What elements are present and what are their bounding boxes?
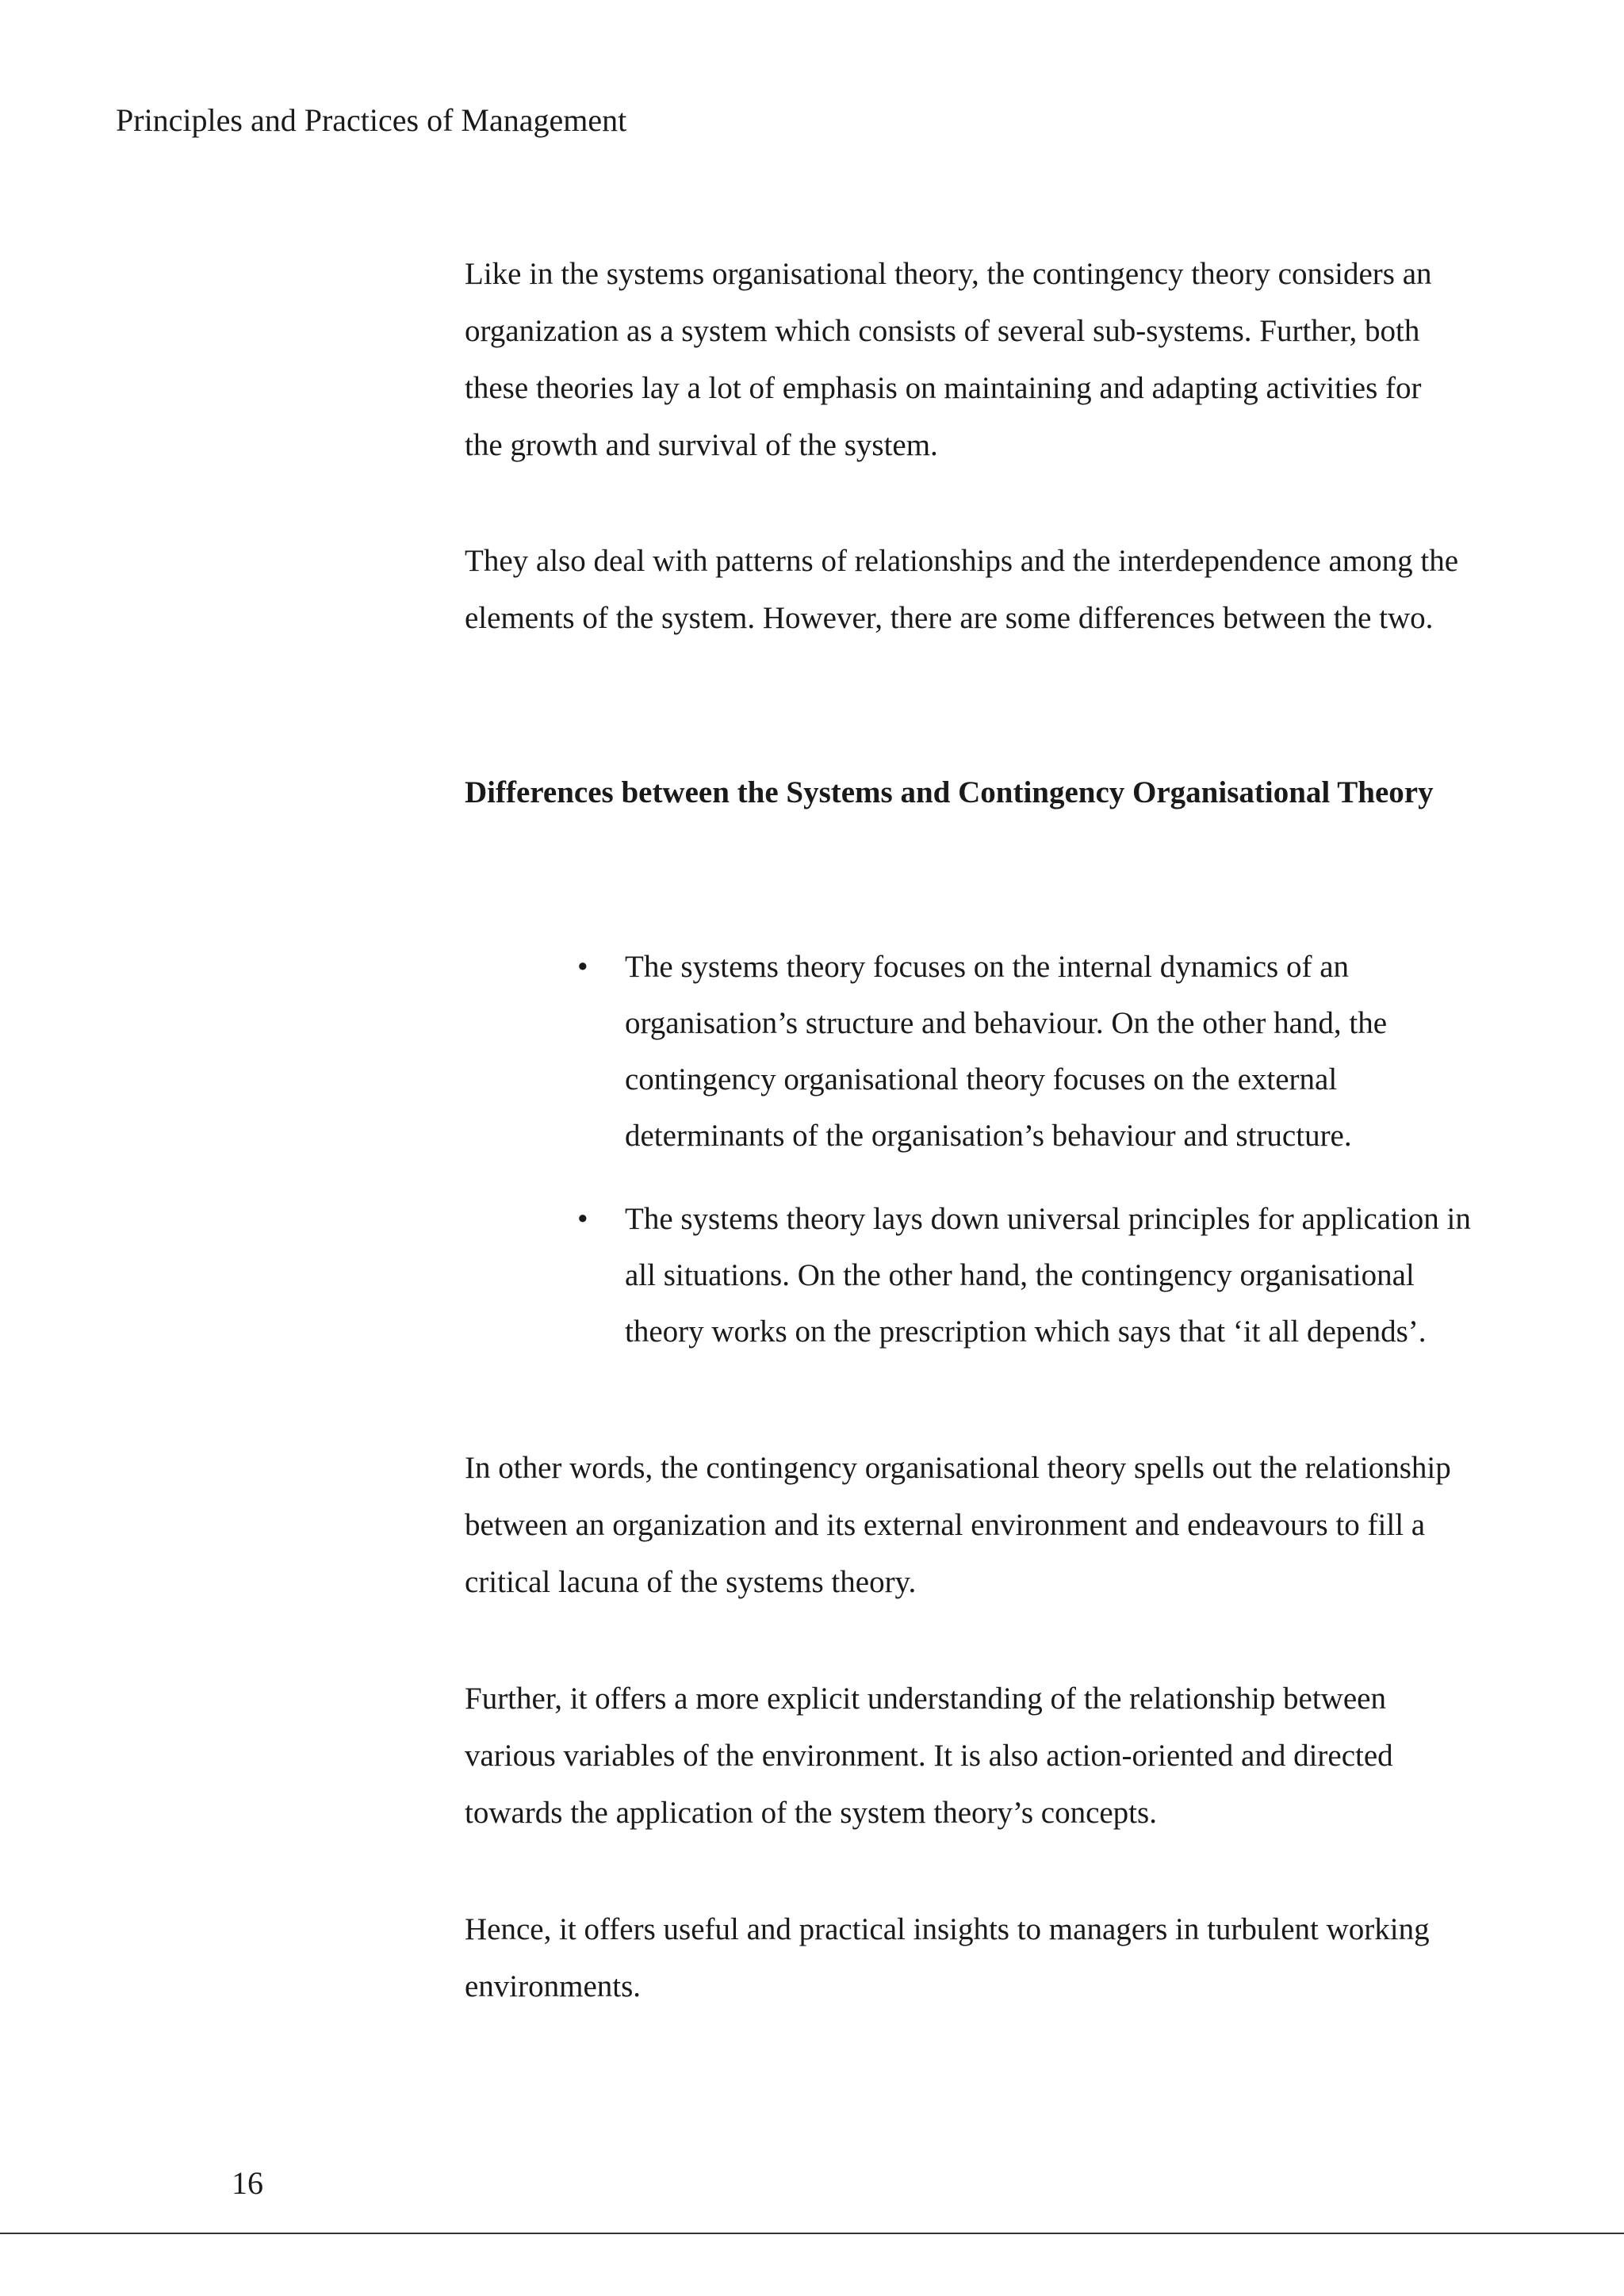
running-header: Principles and Practices of Management: [116, 102, 627, 138]
list-item-text: The systems theory lays down universal principles for application in all situations. On the other hand, the contingency organisational theory works on the prescription which says that ‘it all depends’.: [625, 1202, 1471, 1349]
differences-list: [571, 939, 1475, 1360]
body-paragraph-1: Like in the systems organisational theory, the contingency theory considers an organization as a system which consists of several sub-systems. Further, both these theories lay a lot of emphasis on maintaining and adapting activities for the growth and survival of the system.: [465, 257, 1432, 462]
body-paragraph-5: Hence, it offers useful and practical insights to managers in turbulent working environments.: [465, 1912, 1430, 2003]
body-paragraph-4: Further, it offers a more explicit understanding of the relationship between various variables of the environment. It is also action-oriented and directed towards the application of the system theory’s concepts.: [465, 1682, 1393, 1830]
footer-divider: [0, 2233, 1624, 2234]
bullet-icon: •: [577, 1202, 588, 1236]
page-number: 16: [232, 2165, 263, 2201]
list-item-text: The systems theory focuses on the internal dynamics of an organisation’s structure and behaviour. On the other hand, the contingency organisational theory focuses on the external determinants of the organisation’s behaviour and structure.: [625, 950, 1388, 1153]
bullet-icon: •: [577, 950, 588, 984]
list-item: [571, 1191, 1475, 1360]
body-paragraph-2: They also deal with patterns of relationships and the interdependence among the elements of the system. However, there are some differences between the two.: [465, 544, 1459, 635]
section-heading: Differences between the Systems and Contingency Organisational Theory: [465, 775, 1434, 809]
list-item: [571, 939, 1475, 1164]
body-paragraph-3: In other words, the contingency organisational theory spells out the relationship between an organization and its external environment and endeavours to fill a critical lacuna of the systems theory.: [465, 1451, 1451, 1599]
